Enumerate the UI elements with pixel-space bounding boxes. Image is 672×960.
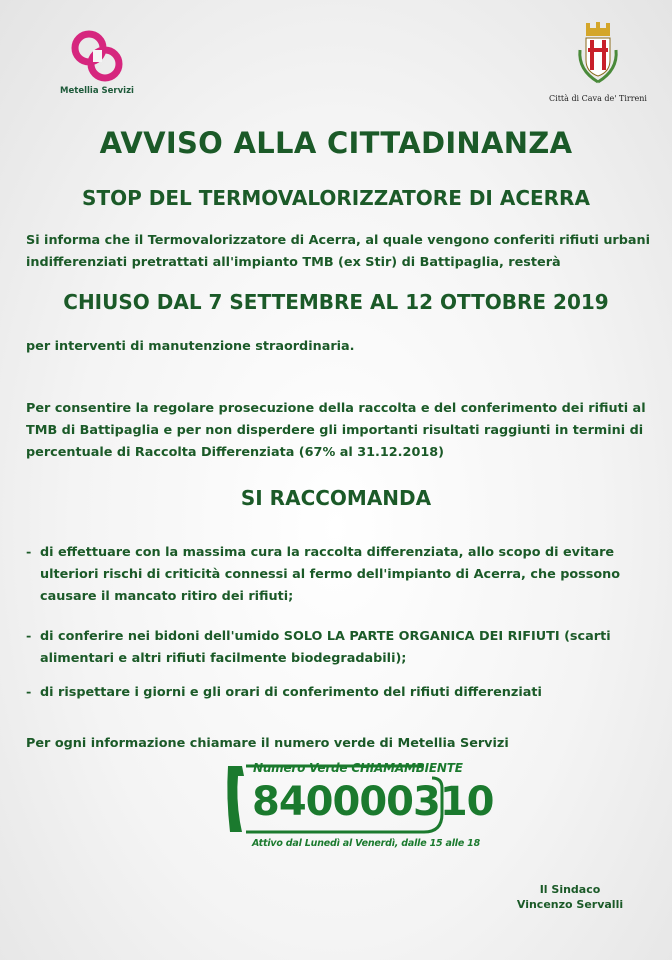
list-item xyxy=(26,626,666,670)
city-crest-label: Città di Cava de' Tirreni xyxy=(549,94,647,103)
bullet-dash: - xyxy=(26,545,32,560)
city-crest xyxy=(548,20,648,103)
hotline-hours: Attivo dal Lunedì al Venerdì, dalle 15 alle 18 xyxy=(252,838,480,849)
subtitle: STOP DEL TERMOVALORIZZATORE DI ACERRA xyxy=(82,186,590,210)
recommend-heading: SI RACCOMANDA xyxy=(240,486,432,510)
signature-block xyxy=(470,882,670,912)
list-item xyxy=(26,542,666,608)
bullet-text: di effettuare con la massima cura la raccolta differenziata, allo scopo di evitare ulteriori rischi di criticità connessi al fermo dell'impianto di Acerra, che possono causare il mancato ritiro dei rifiuti; xyxy=(40,545,621,604)
city-crest-icon xyxy=(570,20,626,92)
hotline-number[interactable]: 840000310 xyxy=(252,779,494,825)
list-item xyxy=(26,682,666,704)
metellia-logo-icon xyxy=(69,28,125,84)
bullet-dash: - xyxy=(26,685,32,700)
intro-paragraph: Si informa che il Termovalorizzatore di Acerra, al quale vengono conferiti rifiuti urbani indifferenziati pretrattati all'impianto TMB (ex Stir) di Battipaglia, resterà xyxy=(26,233,651,270)
signature-name: Vincenzo Servalli xyxy=(516,898,624,911)
bullet-text: di rispettare i giorni e gli orari di conferimento del rifiuti differenziati xyxy=(40,685,542,700)
purpose-paragraph: Per consentire la regolare prosecuzione della raccolta e del conferimento dei rifiuti al TMB di Battipaglia e per non disperdere gli importanti risultati raggiunti in termini di percentuale di Raccolta Differenziata (67% al 31.12.2018) xyxy=(26,401,646,460)
info-paragraph: Per ogni informazione chiamare il numero verde di Metellia Servizi xyxy=(26,736,509,751)
hotline-label: Numero Verde CHIAMAMBIENTE xyxy=(253,761,463,775)
bullet-text: di conferire nei bidoni dell'umido SOLO LA PARTE ORGANICA DEI RIFIUTI (scarti alimentari e altri rifiuti facilmente biodegradabili); xyxy=(40,629,611,666)
metellia-logo xyxy=(52,28,142,96)
hotline-badge[interactable] xyxy=(224,758,494,858)
page-title: AVVISO ALLA CITTADINANZA xyxy=(99,126,573,160)
signature-role: Il Sindaco xyxy=(539,883,601,896)
closure-heading: CHIUSO DAL 7 SETTEMBRE AL 12 OTTOBRE 2019 xyxy=(63,290,609,314)
metellia-logo-label: Metellia Servizi xyxy=(60,86,134,96)
bullet-dash: - xyxy=(26,629,32,644)
maintenance-paragraph: per interventi di manutenzione straordinaria. xyxy=(26,339,355,354)
